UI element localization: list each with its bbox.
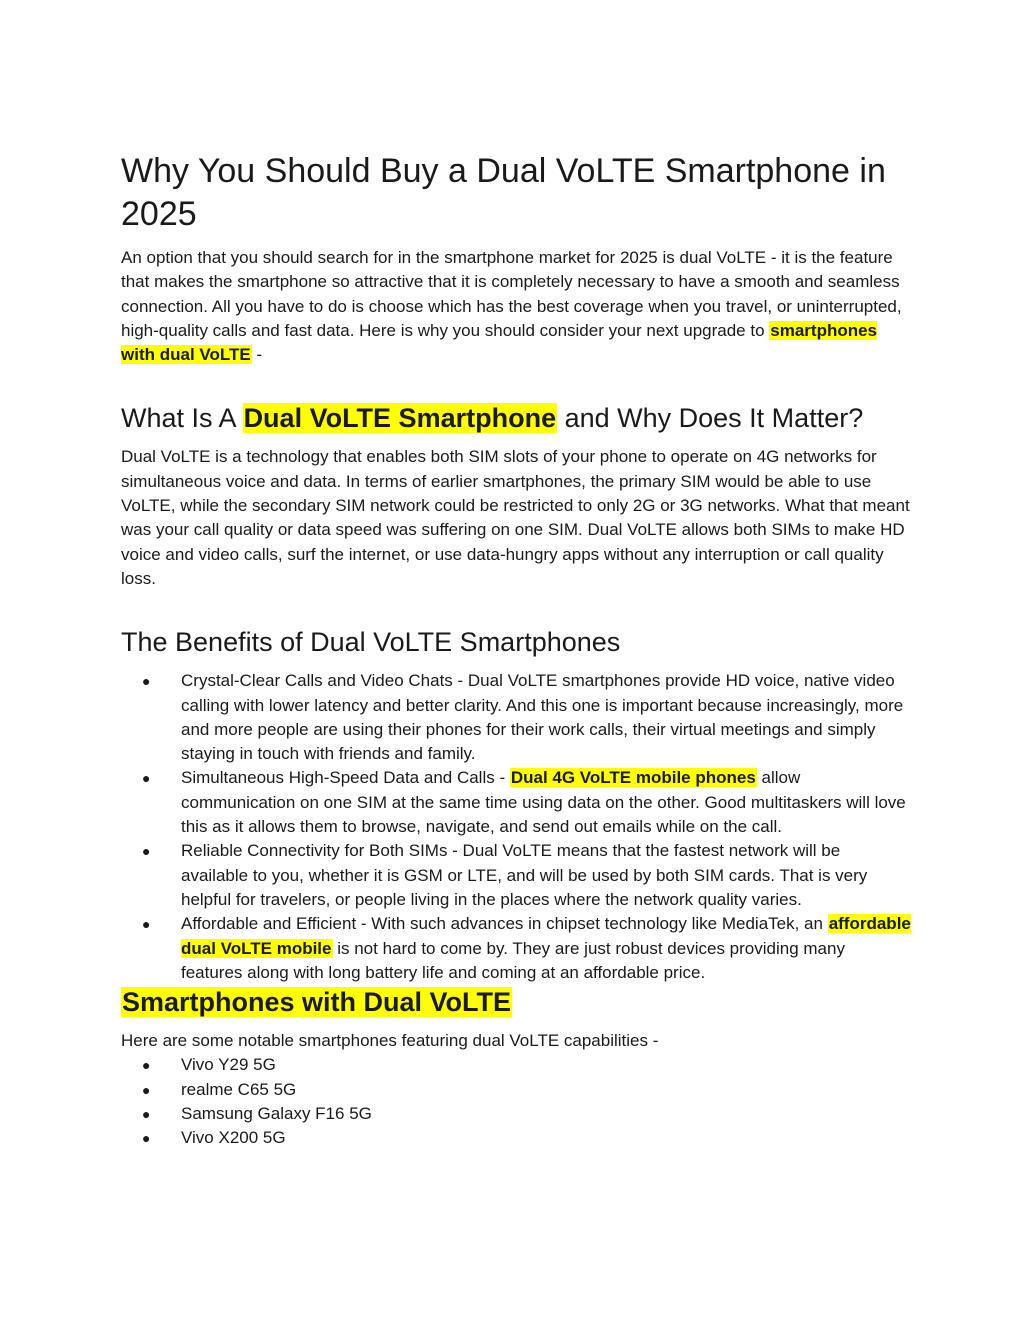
list-item-text-end: allow communication on one SIM at the same time using data on the other. Good multitaskers will love this as it allows them to browse, navigate, and send out emails while on the call. [181, 768, 906, 837]
heading-text-end: and Why Does It Matter? [557, 403, 864, 434]
bullet-icon: ● [142, 1081, 151, 1098]
phone-name: realme C65 5G [181, 1079, 297, 1099]
intro-paragraph [121, 246, 911, 367]
heading-highlight-link[interactable]: Smartphones with Dual VoLTE [122, 987, 512, 1018]
list-item-text: Simultaneous High-Speed Data and Calls - [181, 768, 510, 788]
list-item [121, 1078, 911, 1102]
intro-text-end: - [251, 345, 263, 365]
list-item [121, 1102, 911, 1126]
list-item-text: Crystal-Clear Calls and Video Chats - Dual VoLTE smartphones provide HD voice, native video calling with lower latency and better clarity. And this one is important because increasingly, more and more people are using their phones for their work calls, their virtual meetings and simply staying in touch with friends and family. [181, 671, 904, 764]
list-item [121, 1053, 911, 1077]
list-item-text-end: is not hard to come by. They are just robust devices providing many features along with long battery life and coming at an affordable price. [181, 938, 845, 982]
heading-highlight-link[interactable]: Dual VoLTE Smartphone [243, 403, 557, 434]
what-paragraph: Dual VoLTE is a technology that enables both SIM slots of your phone to operate on 4G networks for simultaneous voice and data. In terms of earlier smartphones, the primary SIM would be able to use VoLTE, while the secondary SIM network could be restricted to only 2G or 3G networks. What that meant was your call quality or data speed was suffering on one SIM. Dual VoLTE allows both SIMs to make HD voice and video calls, surf the internet, or use data-hungry apps without any interruption or call quality loss. [121, 447, 910, 588]
document-content [121, 150, 911, 1151]
benefits-list [121, 669, 911, 985]
list-item [121, 839, 911, 912]
section-heading-what [121, 401, 911, 435]
list-item [121, 1126, 911, 1150]
page-title: Why You Should Buy a Dual VoLTE Smartphone in 2025 [121, 152, 886, 233]
phones-intro: Here are some notable smartphones featuring dual VoLTE capabilities - [121, 1031, 659, 1051]
bullet-icon: ● [142, 1057, 151, 1074]
intro-text: An option that you should search for in the smartphone market for 2025 is dual VoLTE - it is the feature that makes the smartphone so attractive that it is completely necessary to have a smooth and seamless connection. All you have to do is choose which has the best coverage when you travel, or uninterrupted, high-quality calls and fast data. Here is why you should consider your next upgrade to [121, 248, 902, 340]
list-item-text: Reliable Connectivity for Both SIMs - Dual VoLTE means that the fastest network will be available to you, whether it is GSM or LTE, and will be used by both SIM cards. That is very helpful for travelers, or people living in the places where the network quality varies. [181, 841, 868, 909]
heading-text: What Is A [121, 403, 243, 434]
list-item-highlight-link[interactable]: affordable dual VoLTE mobile [181, 914, 911, 958]
bullet-icon: ● [142, 770, 151, 787]
list-item-text: Affordable and Efficient - With such advances in chipset technology like MediaTek, an [181, 914, 828, 934]
phones-list [121, 1053, 911, 1150]
bullet-icon: ● [142, 1130, 151, 1147]
list-item-highlight-link[interactable]: Dual 4G VoLTE mobile phones [510, 768, 756, 788]
phone-name: Samsung Galaxy F16 5G [181, 1104, 372, 1124]
bullet-icon: ● [142, 1106, 151, 1123]
bullet-icon: ● [142, 843, 151, 860]
phone-name: Vivo Y29 5G [181, 1055, 276, 1075]
list-item [121, 669, 911, 766]
section-heading-benefits: The Benefits of Dual VoLTE Smartphones [121, 627, 621, 658]
list-item [121, 912, 911, 985]
list-item [121, 766, 911, 839]
intro-highlight-link[interactable]: smartphones with dual VoLTE [121, 320, 878, 365]
section-heading-phones [121, 985, 911, 1019]
phone-name: Vivo X200 5G [181, 1128, 286, 1148]
bullet-icon: ● [142, 916, 151, 933]
bullet-icon: ● [142, 673, 151, 690]
